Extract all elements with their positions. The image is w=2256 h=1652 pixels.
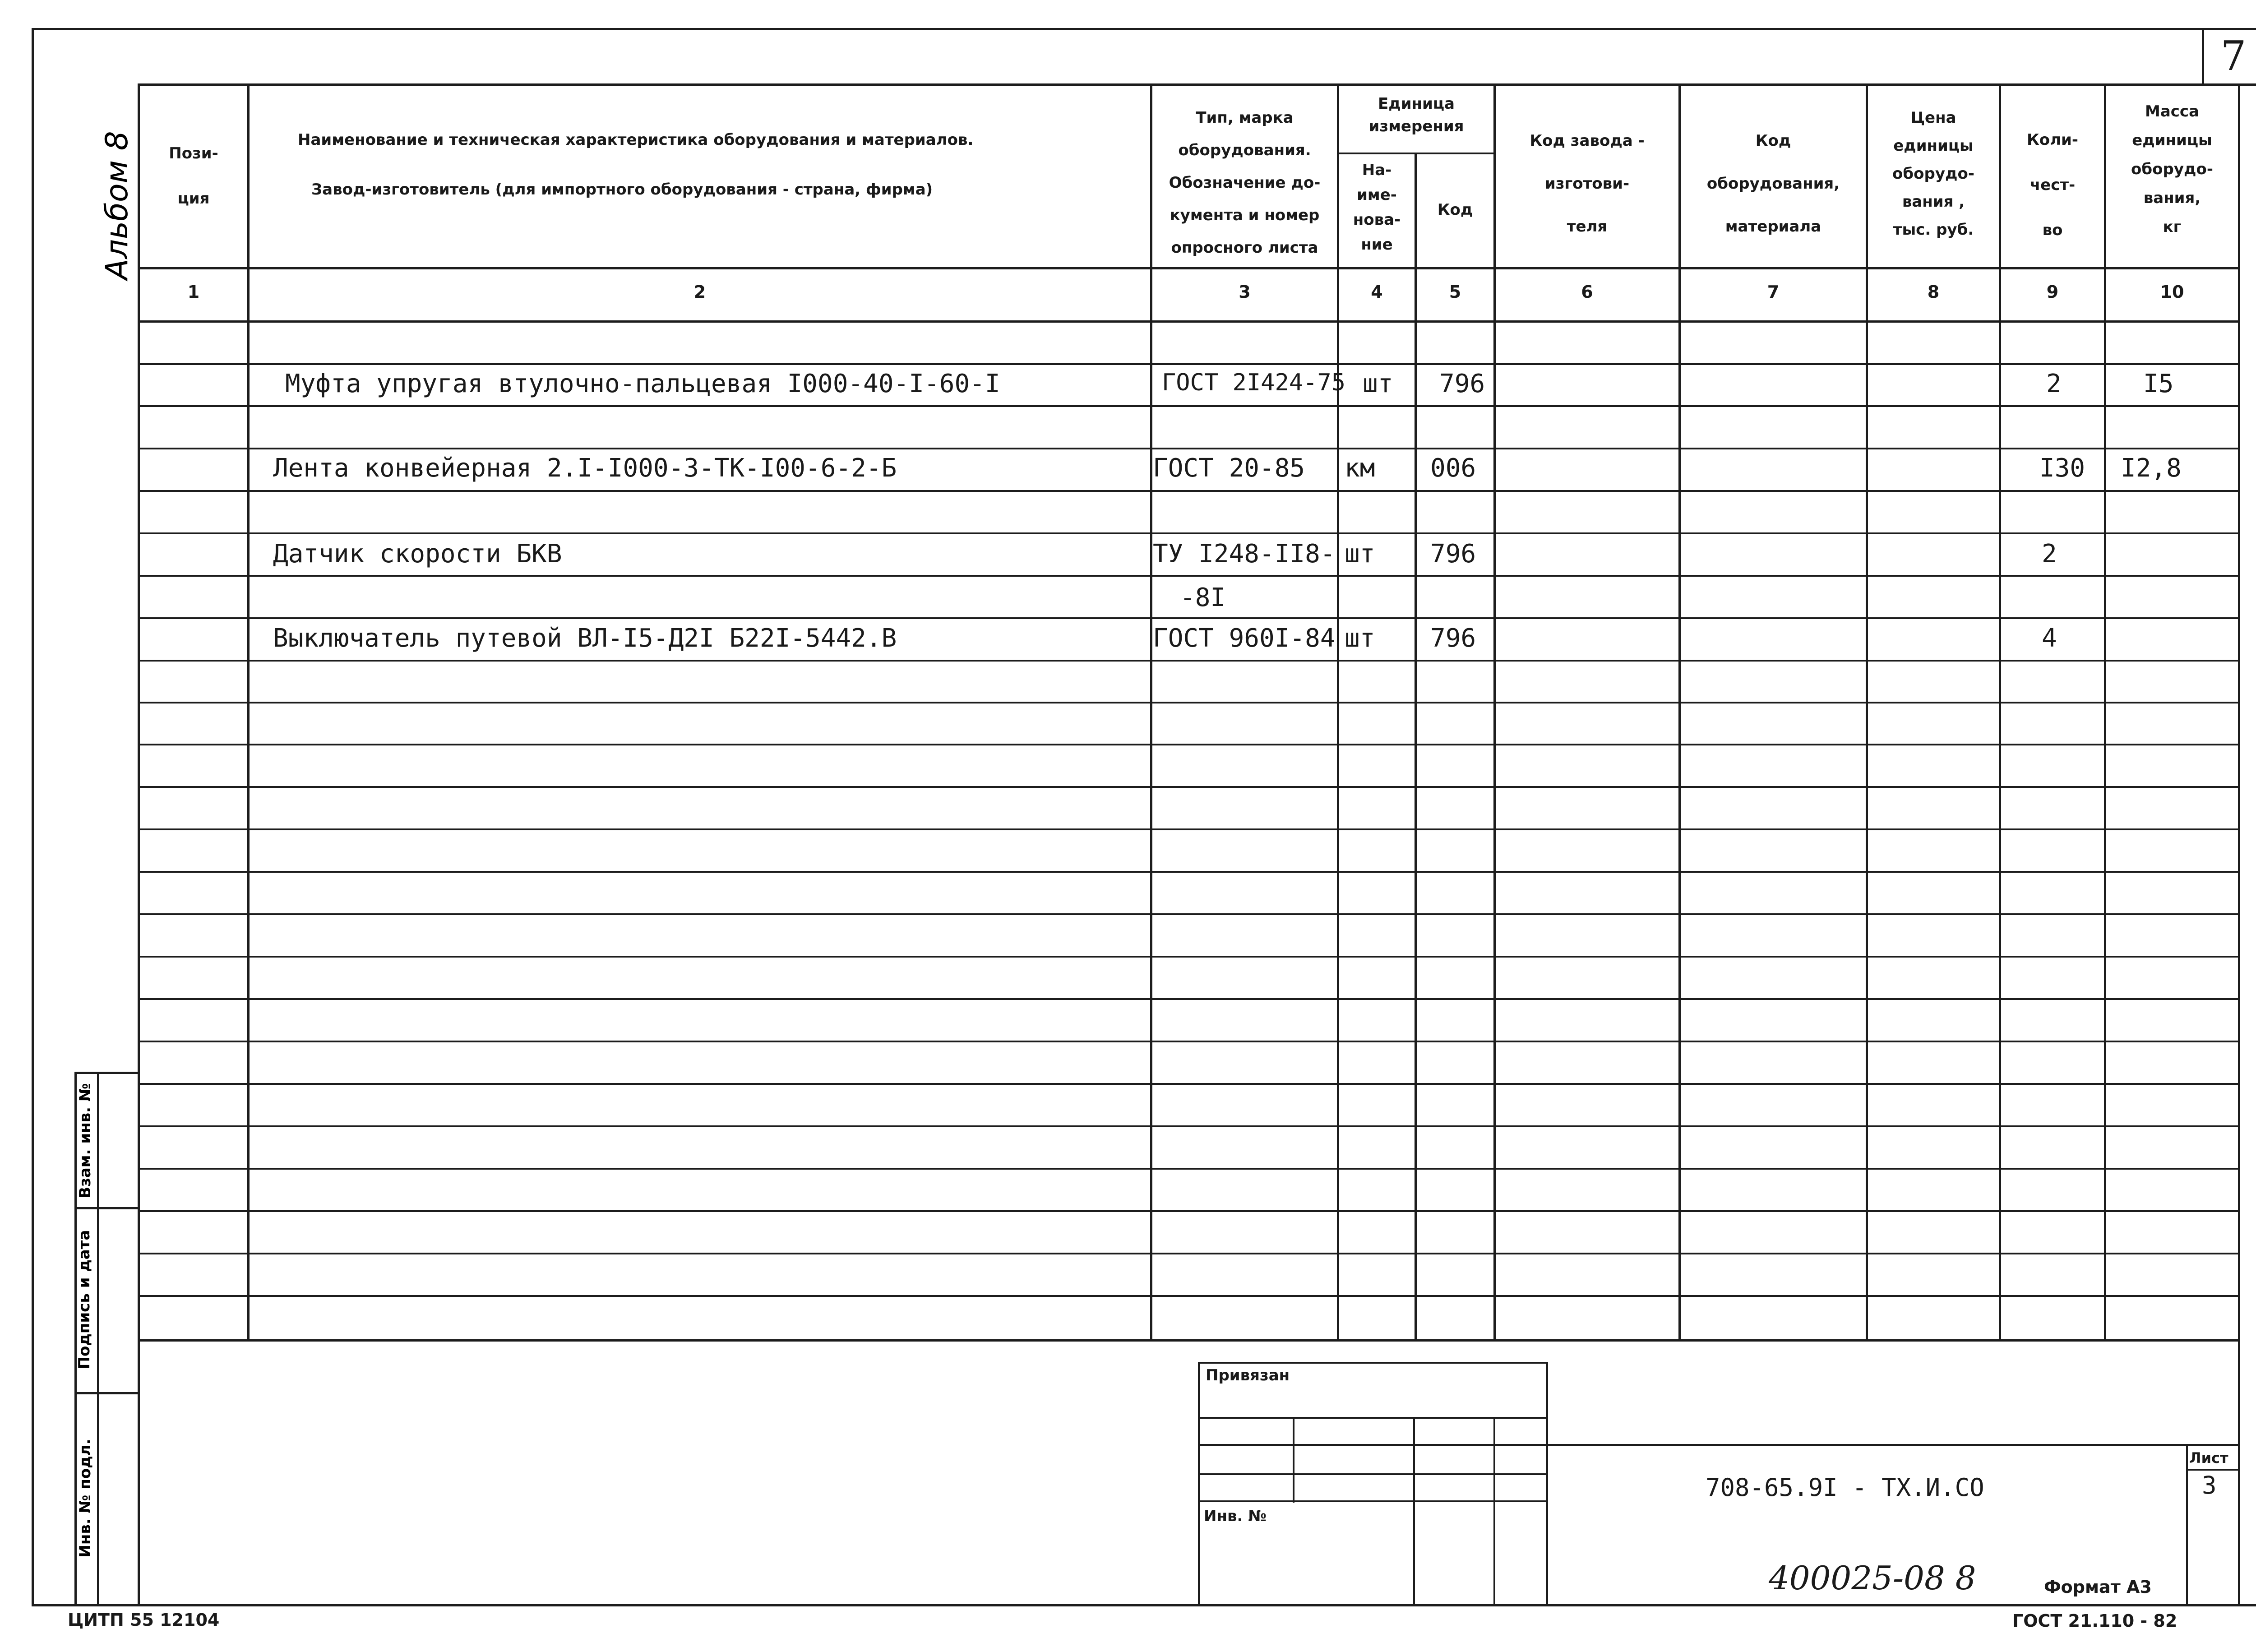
footer-citp: ЦИТП 55 12104 [68,1610,220,1630]
stamp-list-label: Лист [2189,1449,2228,1467]
col3-header: Тип, марка оборудования. Обозначение до- кумента и номер опросного листа [1169,109,1321,257]
unit-group-header: Единица измерения [1368,95,1464,135]
frame-left [32,28,34,1606]
row1-unit: шт [1363,369,1393,398]
col2-header-line2: Завод-изготовитель (для импортного оборудования - страна, фирма) [311,180,933,199]
col-num-9: 9 [2046,282,2059,302]
sheet-number-box: 7 [2220,32,2247,80]
row1-mass: I5 [2143,369,2174,398]
footer-format: Формат А3 [2044,1577,2152,1597]
col6-header: Код завода - изготови- теля [1530,132,1645,236]
row2-unit: км [1345,453,1375,483]
row3-qty: 2 [2042,539,2057,569]
col-num-4: 4 [1371,282,1383,302]
col-num-8: 8 [1927,282,1940,302]
row2-doc: ГОСТ 20-85 [1153,453,1305,483]
row4-qty: 4 [2042,624,2057,653]
stamp-podpis-data: Подпись и дата [75,1230,93,1370]
stamp-list-value: 3 [2202,1471,2217,1499]
col10-header: Масса единицы оборудо- вания, кг [2131,102,2213,236]
stamp-doc-code: 708-65.9I - ТХ.И.СО [1706,1473,1984,1502]
row4-code: 796 [1430,624,1476,653]
row3-doc: ТУ I248-II8- [1153,539,1336,569]
col8-header: Цена единицы оборудо- вания , тыс. руб. [1892,109,1974,239]
col-num-1: 1 [187,282,200,302]
row1-doc: ГОСТ 2I424-75 [1162,369,1345,396]
col-num-5: 5 [1449,282,1461,302]
frame-top [32,28,2256,30]
col1-header: Пози- ция [169,144,218,208]
col4-header: На- име- нова- ние [1353,161,1401,254]
row2-mass: I2,8 [2121,453,2182,483]
col-num-10: 10 [2160,282,2184,302]
row4-unit: шт [1345,624,1375,653]
row3-name: Датчик скорости БКВ [273,539,562,569]
col9-header: Коли- чест- во [2027,131,2078,239]
row1-name: Муфта упругая втулочно-пальцевая I000-40-I-60-I [285,369,1000,398]
col-num-6: 6 [1581,282,1593,302]
stamp-privyazan: Привязан [1206,1366,1290,1384]
album-label: Альбом 8 [99,131,135,280]
row1-code: 796 [1439,369,1485,398]
row2-name: Лента конвейерная 2.I-I000-3-ТК-I00-6-2-Б [273,453,897,483]
stamp-inv-no: Инв. № [1204,1507,1267,1525]
col-num-3: 3 [1239,282,1251,302]
row3-unit: шт [1345,539,1375,569]
col-num-7: 7 [1767,282,1780,302]
col-num-2: 2 [693,282,706,302]
col5-header: Код [1437,201,1473,219]
row4-name: Выключатель путевой ВЛ-I5-Д2I Б22I-5442.В [273,624,897,653]
row3-code: 796 [1430,539,1476,569]
stamp-inv-podl: Инв. № подл. [76,1439,94,1558]
row2-qty: I30 [2039,453,2085,483]
row2-code: 006 [1430,453,1476,483]
row4-doc: ГОСТ 960I-84 [1153,624,1336,653]
stamp-vzam-inv: Взам. инв. № [76,1083,94,1199]
row1-qty: 2 [2046,369,2062,398]
handwritten-number: 400025-08 8 [1769,1559,1976,1597]
frame-bottom [32,1604,2256,1606]
col7-header: Код оборудования, материала [1706,132,1840,236]
col2-header-line1: Наименование и техническая характеристика оборудования и материалов. [298,131,974,149]
footer-gost: ГОСТ 21.110 - 82 [2012,1611,2177,1631]
row3-doc-cont: -8I [1180,583,1226,612]
